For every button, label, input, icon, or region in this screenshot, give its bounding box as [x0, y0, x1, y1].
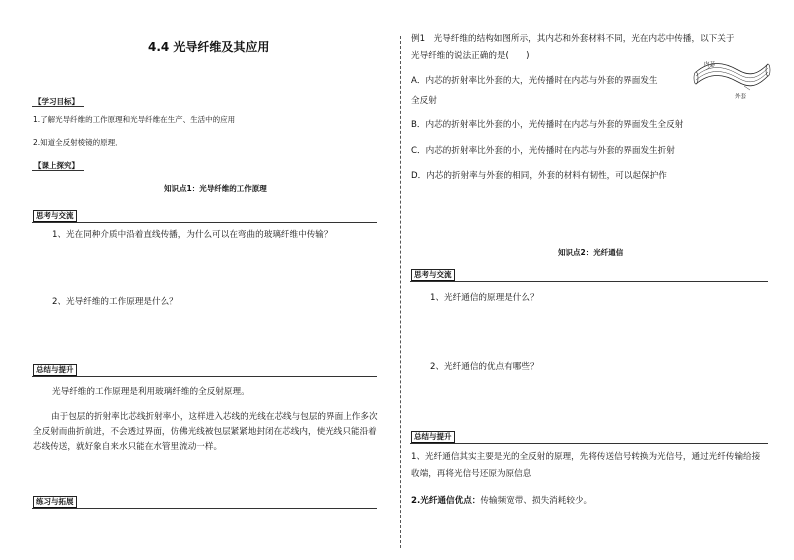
- example-1-line-2: 光导纤维的说法正确的是( ): [411, 51, 530, 61]
- class-explore-label: 【课上探究】: [34, 161, 79, 170]
- question-r2: 2、光纤通信的优点有哪些？: [430, 362, 539, 372]
- option-d: D．内芯的折射率与外套的相同，外套的材料有韧性，可以起保护作: [411, 171, 667, 181]
- advantages-text: 传输频宽带、损失消耗较少。: [480, 496, 593, 506]
- section-rule-1: [32, 222, 377, 223]
- knowledge-point-2: 知识点2：光纤通信: [558, 248, 624, 257]
- section-rule-r2: [410, 443, 768, 444]
- goals-underline: [32, 106, 84, 107]
- summary-line-1: 光导纤维的工作原理是利用玻璃纤维的全反射原理。: [52, 387, 250, 397]
- option-b: B．内芯的折射率比外套的小，光传播时在内芯与外套的界面发生全反射: [411, 120, 684, 130]
- summary-r-line-2: [411, 495, 592, 508]
- option-c: C．内芯的折射率比外套的小，光传播时在内芯与外套的界面发生折射: [411, 146, 675, 156]
- section-rule-2: [32, 376, 377, 377]
- fiber-outer-bottom: [696, 76, 768, 86]
- option-a-line-1: A．内芯的折射率比外套的大，光传播时在内芯与外套的界面发生: [411, 76, 658, 86]
- think-discuss-label: 思考与交流: [33, 210, 77, 222]
- summary-paragraph: 由于包层的折射率比芯线折射率小，这样进入芯线的光线在芯线与包层的界面上作多次全反射而曲折前进，不会透过界面，仿佛光线被包层紧紧地封闭在芯线内，使光线只能沿着芯线传送，就好象自来水只能在水管里流动一样。: [33, 412, 378, 452]
- learning-goals-label: 【学习目标】: [34, 97, 79, 106]
- section-rule-3: [32, 508, 377, 509]
- optical-fiber-figure: [692, 52, 772, 94]
- question-r1: 1、光纤通信的原理是什么？: [430, 293, 539, 303]
- fiber-core-bottom: [696, 72, 768, 82]
- fiber-core-top: [696, 68, 768, 78]
- think-discuss-label-2: 思考与交流: [411, 269, 455, 281]
- column-divider: [400, 36, 401, 548]
- fiber-end-right: [766, 64, 770, 76]
- summary-label-2: 总结与提升: [411, 431, 455, 443]
- summary-r-line-1: 1、光纤通信其实主要是光的全反射的原理，先将传送信号转换为光信号，通过光纤传输给接收端，再将光信号还原为原信息: [411, 452, 761, 479]
- question-2: 2、光导纤维的工作原理是什么？: [52, 297, 178, 307]
- goal-1: 1.了解光导纤维的工作原理和光导纤维在生产、生活中的应用: [33, 115, 236, 124]
- summary-label: 总结与提升: [33, 364, 77, 376]
- goal-2: 2.知道全反射棱镜的原理．: [33, 138, 123, 147]
- advantages-heading: 2.光纤通信优点：: [411, 496, 481, 506]
- example-1-line-1: 例1 光导纤维的结构如图所示，其内芯和外套材料不同，光在内芯中传播，以下关于: [411, 34, 735, 44]
- fig-label-outer-cladding: 外套: [735, 94, 747, 100]
- practice-label: 练习与拓展: [33, 496, 77, 508]
- outer-pointer: [744, 86, 750, 90]
- class-underline: [32, 170, 84, 171]
- section-rule-r1: [410, 281, 768, 282]
- page-title: 4.4 光导纤维及其应用: [148, 40, 270, 54]
- question-1: 1、光在同种介质中沿着直线传播，为什么可以在弯曲的玻璃纤维中传输？: [52, 230, 333, 240]
- option-a-line-2: 全反射: [411, 96, 437, 106]
- fiber-end-left: [694, 72, 698, 84]
- knowledge-point-1: 知识点1：光导纤维的工作原理: [164, 184, 267, 193]
- fig-label-inner-core: 内芯: [704, 62, 716, 68]
